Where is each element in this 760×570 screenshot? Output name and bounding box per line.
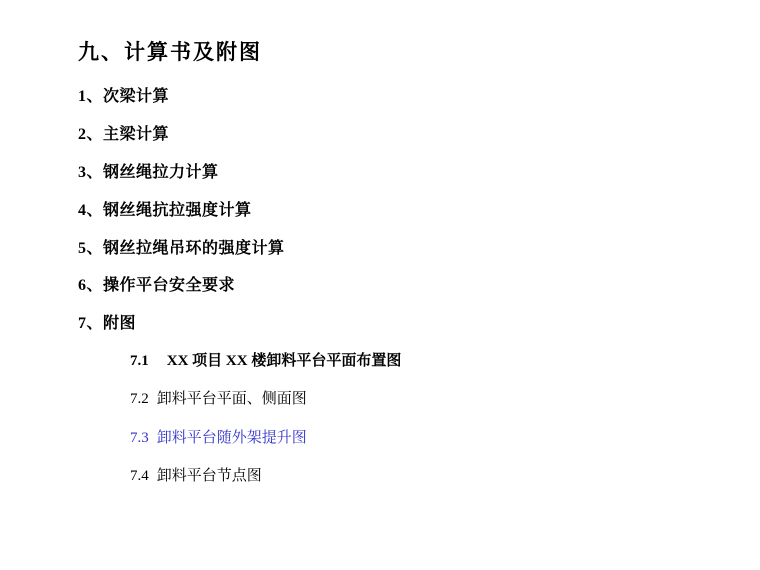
item-number: 6、 bbox=[78, 277, 104, 295]
list-item bbox=[78, 163, 720, 184]
list-item bbox=[78, 239, 720, 260]
item-number: 5、 bbox=[78, 239, 104, 257]
sub-item-number: 7.2 bbox=[130, 391, 149, 408]
list-item bbox=[78, 314, 720, 335]
item-number: 3、 bbox=[78, 163, 104, 181]
page-title: 九、计算书及附图 bbox=[78, 40, 262, 64]
sub-item-label: XX 项目 XX 楼卸料平台平面布置图 bbox=[166, 352, 402, 369]
item-number: 1、 bbox=[78, 88, 104, 106]
sub-item-label: 卸料平台平面、侧面图 bbox=[156, 391, 307, 408]
sub-item-number: 7.1 bbox=[130, 352, 149, 369]
item-label: 钢丝拉绳吊环的强度计算 bbox=[103, 239, 285, 257]
sub-item-number: 7.3 bbox=[130, 429, 149, 446]
item-label: 主梁计算 bbox=[103, 126, 170, 144]
item-number: 2、 bbox=[78, 126, 104, 144]
outline-list bbox=[78, 87, 720, 335]
item-number: 7、 bbox=[78, 315, 104, 333]
item-label: 次梁计算 bbox=[103, 88, 170, 106]
item-label: 附图 bbox=[103, 315, 137, 333]
attachment-sub-list bbox=[78, 352, 720, 487]
sub-list-item bbox=[130, 467, 720, 487]
sub-list-item bbox=[130, 390, 720, 410]
item-number: 4、 bbox=[78, 201, 104, 219]
sub-list-item bbox=[130, 352, 720, 372]
item-label: 操作平台安全要求 bbox=[103, 277, 236, 295]
list-item bbox=[78, 125, 720, 146]
item-label: 钢丝绳抗拉强度计算 bbox=[103, 201, 252, 219]
list-item bbox=[78, 201, 720, 222]
list-item bbox=[78, 87, 720, 108]
sub-item-label: 卸料平台随外架提升图 bbox=[156, 429, 307, 446]
item-label: 钢丝绳拉力计算 bbox=[103, 163, 219, 181]
sub-list-item-link[interactable] bbox=[130, 429, 720, 449]
list-item bbox=[78, 276, 720, 297]
sub-item-number: 7.4 bbox=[130, 468, 149, 485]
sub-item-label: 卸料平台节点图 bbox=[156, 468, 262, 485]
